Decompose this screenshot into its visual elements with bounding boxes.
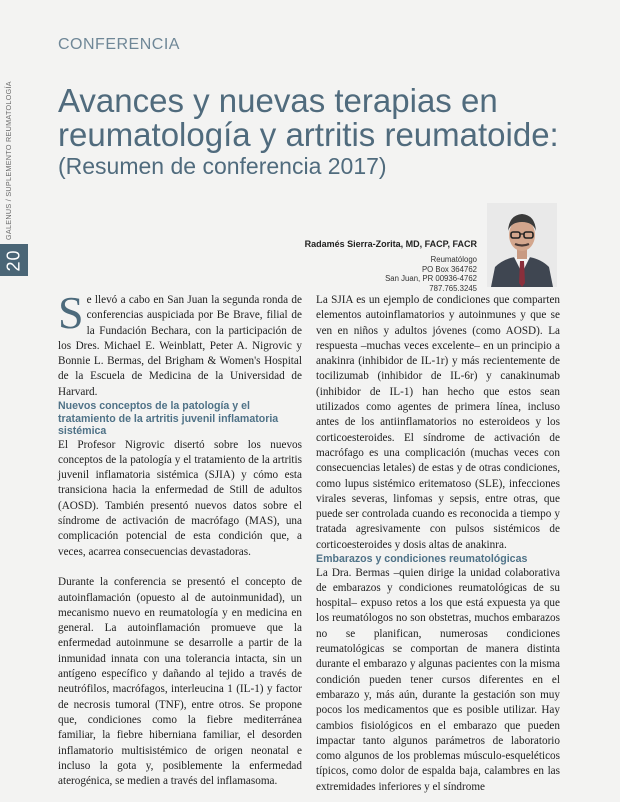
page-number: 20: [3, 248, 24, 272]
section-heading-sjia: Nuevos conceptos de la patología y el tratamiento de la artritis juvenil inflamatoria sistémica: [58, 400, 279, 438]
dropcap: S: [58, 287, 84, 338]
author-po-box: PO Box 364762: [421, 264, 477, 274]
section-heading-pregnancy: Embarazos y condiciones reumatológicas: [316, 553, 528, 566]
author-info: [385, 255, 477, 293]
author-title: Reumatólogo: [430, 255, 477, 264]
sidebar: [0, 0, 28, 802]
intro-paragraph: [58, 287, 302, 400]
section-label: CONFERENCIA: [58, 36, 180, 53]
pregnancy-paragraph: La Dra. Bermas –quien dirige la unidad colaborativa de embarazos y condiciones reumatológicas de su hospital– expuso retos a los que está expuesta ya que los reumatólogos no son obstetras, muchos embarazos no se planifican, numerosas condiciones reumatológicas se comportan de manera distinta durante el embarazo y algunas pacientes con la misma condición pueden tener cursos diferentes en el embarazo y, más aún, durante la gestación son muy pocos los medicamentos que es posible utilizar. Hay cambios fisiológicos en el embarazo que pueden impactar tanto algunos parámetros de laboratorio como algunos de los problemas músculo-esqueléticos típicos, como dolor de espalda baja, calambres en las extremidades inferiores y el síndrome: [316, 566, 560, 793]
author-phone: 787.765.3245: [429, 283, 477, 293]
autoinflammation-paragraph: Durante la conferencia se presentó el concepto de autoinflamación (opuesto al de autoinmunidad), un mecanismo nuevo en reumatología y en medicina en general. La autoinflamación promueve que la enfermedad autoinmune se desarrolle a partir de la inmunidad innata con una tolerancia intacta, sin un antígeno específico y dañando al tejido a través de neutrófilos, macrófagos, interleucina 1 (IL-1) y factor de necrosis tumoral (TNF), entre otros. Se propone que, condiciones como la fiebre mediterránea familiar, la fiebre hiberniana familiar, el desorden inflamatorio multisistémico de origen neonatal e incluso la gota y, posiblemente la enfermedad aterogénica, se medien a través del inflamasoma.: [58, 576, 302, 788]
page-number-box: [0, 244, 28, 276]
author-city: San Juan, PR 00936-4762: [385, 274, 477, 284]
intro-text: e llevó a cabo en San Juan la segunda ronda de conferencias auspiciada por Be Brave, filial de la Fundación Bechara, con la participación de los Dres. Michael E. Weinblatt, Peter A. Nigrovic y Bonnie L. Bermas, del Brigham & Women's Hospital de la Escuela de Medicina de la Universidad de Harvard.: [58, 294, 302, 398]
left-column: [58, 287, 302, 789]
article-title: Avances y nuevas terapias en reumatología y artritis reumatoide:: [58, 82, 559, 153]
publication-label: GALENUS / SUPLEMENTO REUMATOLOGÍA: [4, 81, 13, 240]
sjia-paragraph: El Profesor Nigrovic disertó sobre los nuevos conceptos de la patología y el tratamiento de la artritis juvenil inflamatoria sistémica (SJIA) y cómo esta transiciona hacia la enfermedad de Still de adultos (AOSD). También presentó nuevos datos sobre el síndrome de activación de macrófago (MAS), una complicación potencial de esta condición que, a veces, acarrea consecuencias devastadoras.: [58, 438, 302, 558]
author-photo: [487, 203, 557, 287]
author-name: Radamés Sierra-Zorita, MD, FACP, FACR: [304, 239, 477, 249]
article-subtitle: (Resumen de conferencia 2017): [58, 153, 387, 179]
author-portrait-image: [487, 203, 557, 287]
sjia-treatment-paragraph: La SJIA es un ejemplo de condiciones que comparten elementos autoinflamatorios y autoinmunes y que se ven en niños y adultos jóvenes (como AOSD). La respuesta –muchas veces excelente– en un principio a anakinra (inhibidor de IL-1r) y más recientemente de tocilizumab (inhibidor de IL-6r) y canakinumab (inhibidor de IL-1) han hecho que estos sean utilizados como agentes de primera línea, incluso antes de los antiinflamatorios no esteroideos y los corticoesteroides. El síndrome de activación de macrófago es una complicación (muchas veces con consecuencias letales) de estas y de otras condiciones, como lupus sistémico eritematoso (SLE), infecciones virales severas, linfomas y sepsis, entre otras, que puede ser controlada cuando es reconocida a tiempo y tratada agresivamente con pulsos sistémicos de corticoesteroides y dosis altas de anakinra.: [316, 294, 560, 551]
right-column: [316, 293, 560, 795]
